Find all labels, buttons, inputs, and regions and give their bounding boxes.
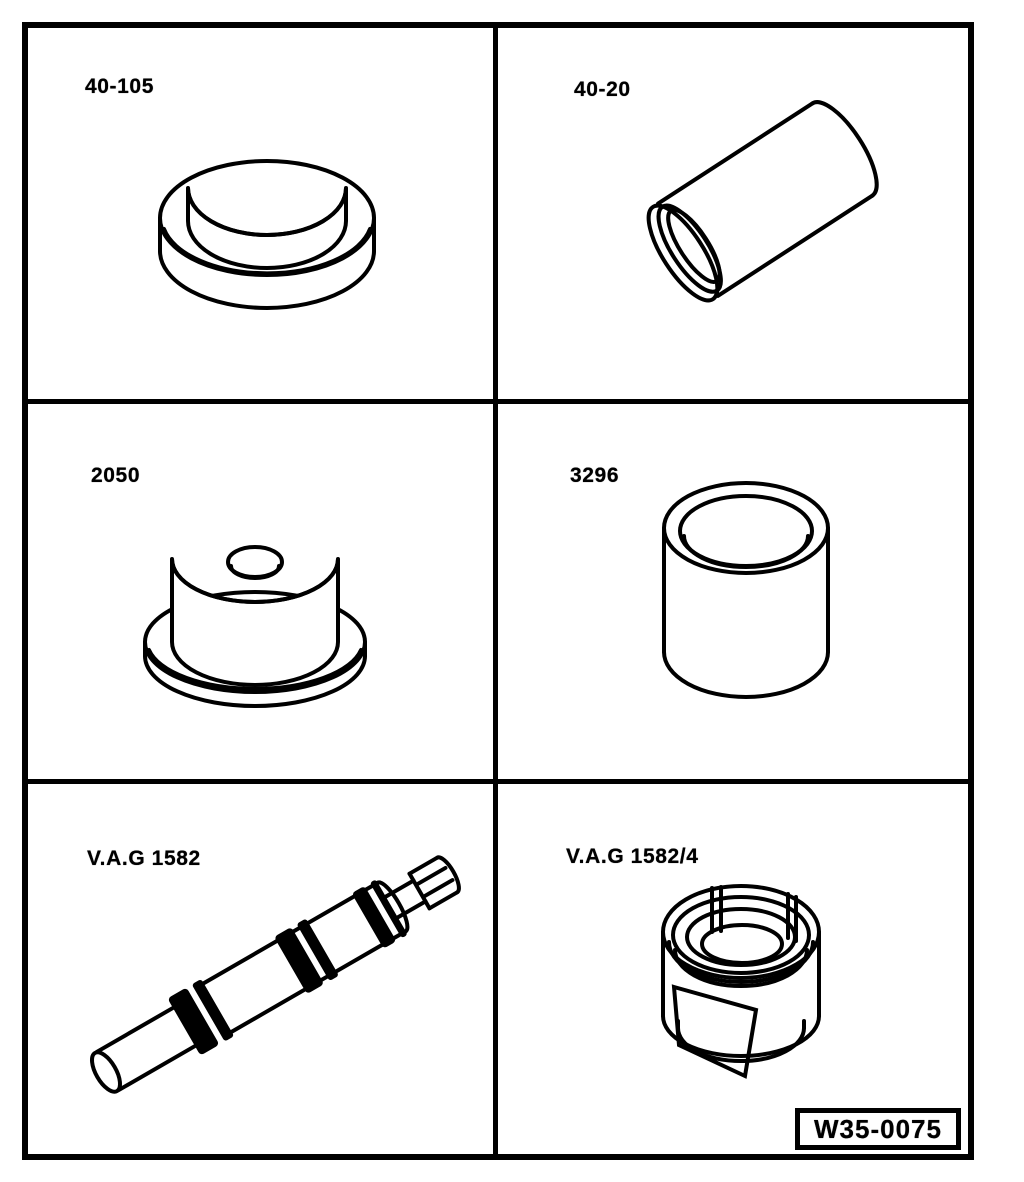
tool-label: 40-20 (574, 78, 631, 101)
tilted-open-sleeve-icon (498, 28, 968, 399)
flanged-drift-with-bore-icon (28, 404, 493, 779)
tool-cell-vag-1582-4 (498, 784, 968, 1154)
stepped-guide-rod-icon (28, 784, 493, 1154)
tool-label: 2050 (91, 464, 141, 487)
special-tools-figure-frame (22, 22, 974, 1160)
knurled-cup-adapter-icon (498, 784, 968, 1154)
tool-cell-40-20 (498, 28, 968, 404)
tool-cell-vag-1582 (28, 784, 498, 1154)
tool-label: V.A.G 1582/4 (566, 845, 699, 868)
tool-label: V.A.G 1582 (87, 847, 201, 870)
tool-cell-40-105 (28, 28, 498, 404)
upright-open-sleeve-icon (498, 404, 968, 779)
tool-cell-2050 (28, 404, 498, 784)
stepped-disc-press-piece-icon (28, 28, 493, 399)
tool-label: 3296 (570, 464, 620, 487)
tool-label: 40-105 (85, 75, 154, 98)
figure-code-badge: W35-0075 (795, 1108, 961, 1150)
tool-cell-3296 (498, 404, 968, 784)
